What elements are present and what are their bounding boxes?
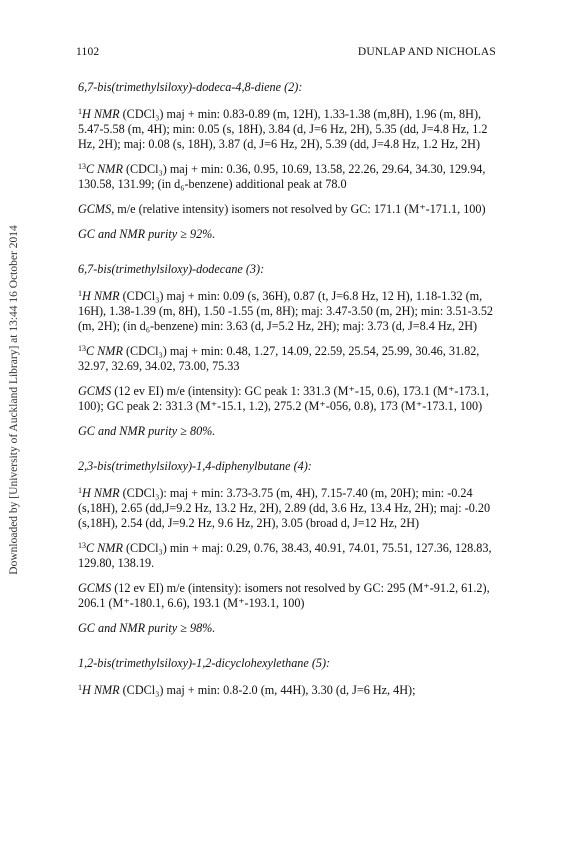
h-nmr-label: H NMR [82, 107, 120, 121]
c-nmr-solvent: (CDCl₃) [125, 344, 167, 358]
c-nmr-solvent: (CDCl₃) [125, 162, 167, 176]
c-nmr-text: maj + min: 0.48, 1.27, 14.09, 22.59, 25.54, 25.99, 30.46, 31.82, 32.97, 32.69, 34.02, 73.00, 75.33 [78, 344, 480, 373]
compound-section [78, 80, 502, 242]
compound-section [78, 656, 502, 698]
compound-title: 6,7-bis(trimethylsiloxy)-dodeca-4,8-diene (2): [78, 80, 303, 94]
h-nmr-label: H NMR [82, 289, 120, 303]
h-nmr-label: H NMR [82, 486, 120, 500]
h-nmr-data: $^1$H NMR (CDCl₃) maj + min: 0.8-2.0 (m, 44H), 3.30 (d, J=6 Hz, 4H); [78, 683, 416, 697]
purity-statement: GC and NMR purity ≥ 98%. [78, 621, 216, 635]
gcms-text: , m/e (relative intensity) isomers not resolved by GC: 171.1 (M⁺-171.1, 100) [111, 202, 486, 216]
page-number: 1102 [76, 46, 100, 58]
download-watermark [2, 120, 26, 680]
c-nmr-data: $^{13}$C NMR (CDCl₃) min + maj: 0.29, 0.76, 38.43, 40.91, 74.01, 75.51, 127.36, 128.83, 129.80, 138.19. [78, 541, 492, 570]
page-body [78, 80, 502, 698]
gcms-data [78, 202, 502, 217]
gcms-label: GCMS [78, 202, 112, 216]
c-nmr-text: min + maj: 0.29, 0.76, 38.43, 40.91, 74.01, 75.51, 127.36, 128.83, 129.80, 138.19. [78, 541, 492, 570]
gcms-data [78, 384, 502, 414]
h-nmr-label: H NMR [82, 683, 120, 697]
c-nmr-label: C NMR [86, 162, 123, 176]
h-nmr-text: maj + min: 3.73-3.75 (m, 4H), 7.15-7.40 (m, 20H); min: -0.24 (s,18H), 2.65 (dd,J=9.2 Hz, 13.2 Hz, 2H), 2.89 (dd, 3.6 Hz, 13.4 Hz, 2H); maj: -0.20 (s,18H), 2.54 (dd, J=9.2 Hz, 9.6 Hz, 2H), 3.05 (broad d, J=12 Hz, 2H) [78, 486, 491, 530]
compound-section [78, 262, 502, 439]
compound-title: 2,3-bis(trimethylsiloxy)-1,4-diphenylbutane (4): [78, 459, 312, 473]
page-header [76, 46, 496, 58]
download-note: Downloaded by [University of Auckland Library] at 13:44 16 October 2014 [8, 225, 20, 575]
gcms-text: (12 ev EI) m/e (intensity): GC peak 1: 331.3 (M⁺-15, 0.6), 173.1 (M⁺-173.1, 100); GC peak 2: 331.3 (M⁺-15.1, 1.2), 275.2 (M⁺-056, 0.8), 173 (M⁺-173.1, 100) [78, 384, 489, 413]
compound-section [78, 459, 502, 636]
h-nmr-solvent: (CDCl₃) [122, 683, 164, 697]
purity-statement: GC and NMR purity ≥ 80%. [78, 424, 216, 438]
h-nmr-data: $^1$H NMR (CDCl₃): maj + min: 3.73-3.75 (m, 4H), 7.15-7.40 (m, 20H); min: -0.24 (s,18H), 2.65 (dd,J=9.2 Hz, 13.2 Hz, 2H), 2.89 (dd, 3.6 Hz, 13.4 Hz, 2H); maj: -0.20 (s,18H), 2.54 (dd, J=9.2 Hz, 9.6 Hz, 2H), 3.05 (broad d, J=12 Hz, 2H) [78, 486, 491, 530]
compound-title: 1,2-bis(trimethylsiloxy)-1,2-dicyclohexylethane (5): [78, 656, 331, 670]
c-nmr-solvent: (CDCl₃) [125, 541, 167, 555]
h-nmr-text: maj + min: 0.8-2.0 (m, 44H), 3.30 (d, J=6 Hz, 4H); [166, 683, 416, 697]
h-nmr-solvent: (CDCl₃) [122, 289, 164, 303]
purity-statement: GC and NMR purity ≥ 92%. [78, 227, 216, 241]
h-nmr-data: $^1$H NMR (CDCl₃) maj + min: 0.83-0.89 (m, 12H), 1.33-1.38 (m,8H), 1.96 (m, 8H), 5.47-5.58 (m, 4H); min: 0.05 (s, 18H), 3.84 (d, J=6 Hz, 2H), 5.35 (dd, J=4.8 Hz, 1.2 Hz, 2H); maj: 0.08 (s, 18H), 3.87 (d, J=6 Hz, 2H), 5.39 (dd, J=4.8 Hz, 1.2 Hz, 2H) [78, 107, 488, 151]
gcms-text: (12 ev EI) m/e (intensity): isomers not resolved by GC: 295 (M⁺-91.2, 61.2), 206.1 (M⁺-180.1, 6.6), 193.1 (M⁺-193.1, 100) [78, 581, 490, 610]
gcms-label: GCMS [78, 384, 112, 398]
running-title: DUNLAP AND NICHOLAS [357, 46, 496, 58]
h-nmr-solvent: (CDCl₃) [122, 107, 164, 121]
gcms-label: GCMS [78, 581, 112, 595]
c-nmr-label: C NMR [86, 541, 123, 555]
h-nmr-data: $^1$H NMR (CDCl₃) maj + min: 0.09 (s, 36H), 0.87 (t, J=6.8 Hz, 12 H), 1.18-1.32 (m, 16H), 1.38-1.39 (m, 8H), 1.50 -1.55 (m, 8H); maj: 3.47-3.50 (m, 2H); min: 3.51-3.52 (m, 2H); (in d₆-benzene) min: 3.63 (d, J=5.2 Hz, 2H); maj: 3.73 (d, J=8.4 Hz, 2H) [78, 289, 494, 333]
c-nmr-data: $^{13}$C NMR (CDCl₃) maj + min: 0.48, 1.27, 14.09, 22.59, 25.54, 25.99, 30.46, 31.82, 32.97, 32.69, 34.02, 73.00, 75.33 [78, 344, 480, 373]
h-nmr-text: maj + min: 0.83-0.89 (m, 12H), 1.33-1.38 (m,8H), 1.96 (m, 8H), 5.47-5.58 (m, 4H); min: 0.05 (s, 18H), 3.84 (d, J=6 Hz, 2H), 5.35 (dd, J=4.8 Hz, 1.2 Hz, 2H); maj: 0.08 (s, 18H), 3.87 (d, J=6 Hz, 2H), 5.39 (dd, J=4.8 Hz, 1.2 Hz, 2H) [78, 107, 488, 151]
c-nmr-text: maj + min: 0.36, 0.95, 10.69, 13.58, 22.26, 29.64, 34.30, 129.94, 130.58, 131.99; (in d₆-benzene) additional peak at 78.0 [78, 162, 486, 191]
c-nmr-data: $^{13}$C NMR (CDCl₃) maj + min: 0.36, 0.95, 10.69, 13.58, 22.26, 29.64, 34.30, 129.94, 130.58, 131.99; (in d₆-benzene) additional peak at 78.0 [78, 162, 486, 191]
h-nmr-text: maj + min: 0.09 (s, 36H), 0.87 (t, J=6.8 Hz, 12 H), 1.18-1.32 (m, 16H), 1.38-1.39 (m, 8H), 1.50 -1.55 (m, 8H); maj: 3.47-3.50 (m, 2H); min: 3.51-3.52 (m, 2H); (in d₆-benzene) min: 3.63 (d, J=5.2 Hz, 2H); maj: 3.73 (d, J=8.4 Hz, 2H) [78, 289, 494, 333]
compound-title: 6,7-bis(trimethylsiloxy)-dodecane (3): [78, 262, 265, 276]
h-nmr-solvent: (CDCl₃): [122, 486, 167, 500]
c-nmr-label: C NMR [86, 344, 123, 358]
gcms-data [78, 581, 502, 611]
